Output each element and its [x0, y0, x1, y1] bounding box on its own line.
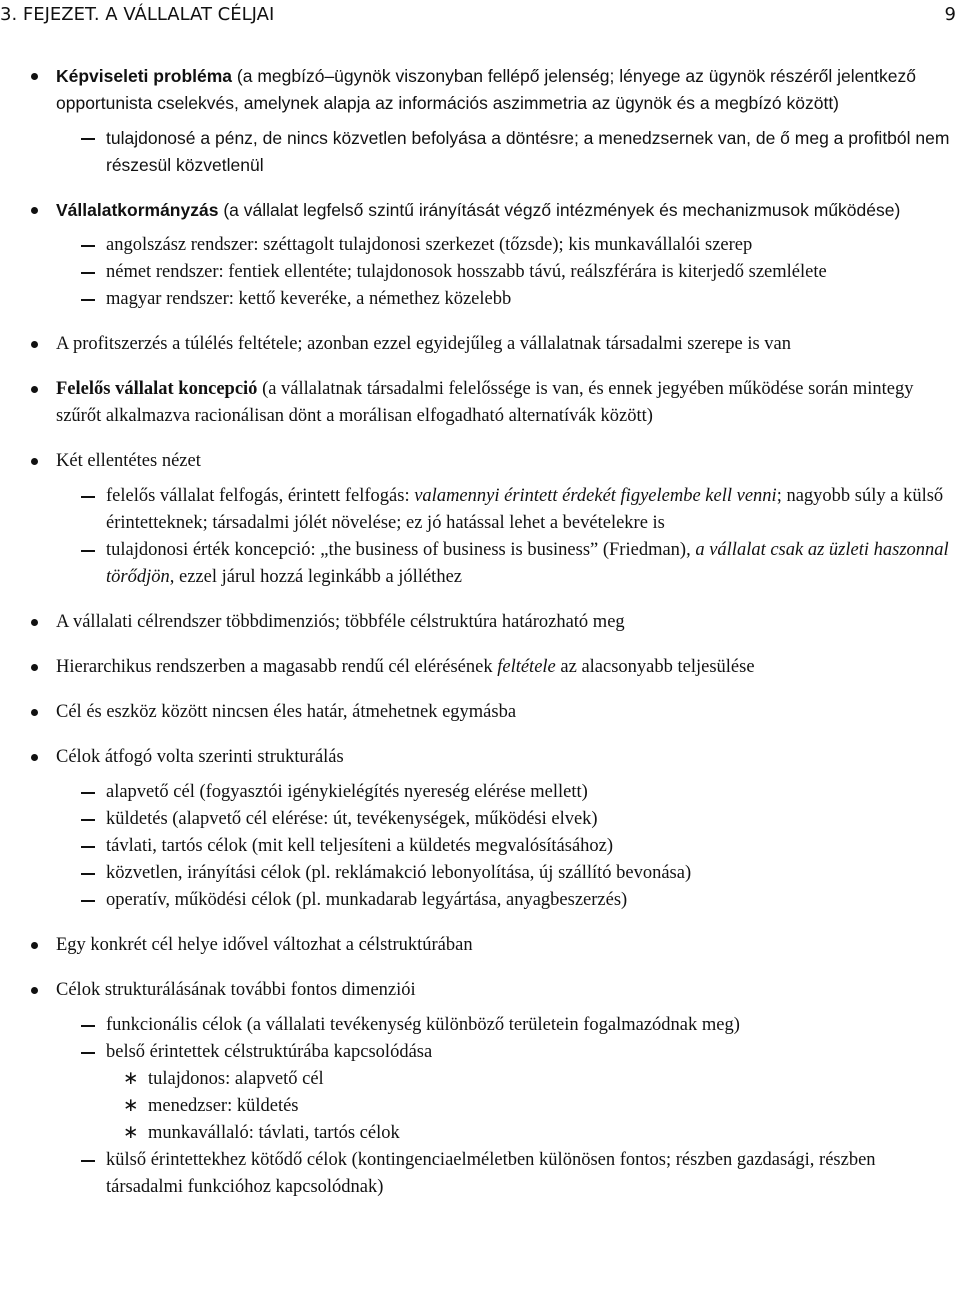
bullet-icon: [31, 987, 38, 994]
sub-item-text: angolszász rendszer: széttagolt tulajdonosi szerkezet (tőzsde); kis munkavállalói szerep: [106, 235, 753, 255]
term: Képviseleti probléma: [56, 66, 233, 86]
term: Felelős vállalat koncepció: [56, 379, 258, 399]
sub-sub-item-text: tulajdonos: alapvető cél: [148, 1069, 324, 1089]
emphasis: valamennyi érintett érdekét figyelembe kell venni: [414, 486, 777, 506]
sub-item: [0, 806, 960, 833]
sub-sub-item-text: menedzser: küldetés: [148, 1096, 299, 1116]
running-header: [0, 4, 956, 26]
sub-sub-item: [0, 1066, 960, 1093]
bullet-icon: [31, 619, 38, 626]
bullet-icon: [31, 341, 38, 348]
bullet-icon: [31, 386, 38, 393]
sub-item: [0, 779, 960, 806]
sub-sub-item: [0, 1093, 960, 1120]
sub-item: [0, 887, 960, 914]
sub-item: [0, 1147, 960, 1201]
item-text: Hierarchikus rendszerben a magasabb rendű cél elérésének: [56, 657, 498, 677]
list-item: [0, 977, 960, 1004]
sub-item-text: tulajdonosé a pénz, de nincs közvetlen befolyása a döntésre; a menedzsernek van, de ő meg a profitból nem részesül közvetlenül: [106, 128, 950, 175]
sub-item-text: operatív, működési célok (pl. munkadarab legyártása, anyagbeszerzés): [106, 890, 628, 910]
sub-item-text: funkcionális célok (a vállalati tevékenység különböző területein fogalmazódnak meg): [106, 1015, 740, 1035]
sub-item-text: küldetés (alapvető cél elérése: út, tevékenységek, működési elvek): [106, 809, 598, 829]
asterisk-icon: ∗: [123, 1123, 139, 1143]
item-text: Célok átfogó volta szerinti strukturálás: [56, 747, 344, 767]
sub-item-text: német rendszer: fentiek ellentéte; tulajdonosok hosszabb távú, reálszférára is kiterjedő szemlélete: [106, 262, 827, 282]
item-text: Cél és eszköz között nincsen éles határ, átmehetnek egymásba: [56, 702, 517, 722]
list-item: [0, 376, 960, 430]
sub-item: [0, 125, 960, 179]
bullet-icon: [31, 458, 38, 465]
item-text: A vállalati célrendszer többdimenziós; többféle célstruktúra határozható meg: [56, 612, 625, 632]
list-item: [0, 699, 960, 726]
definition: (a vállalat legfelső szintű irányítását végző intézmények és mechanizmusok működése): [218, 200, 901, 220]
list-item: [0, 448, 960, 475]
chapter-title: 3. FEJEZET. A VÁLLALAT CÉLJAI: [0, 4, 275, 25]
sub-item-text: , ezzel járul hozzá leginkább a jólléthez: [169, 567, 462, 587]
sub-item-text: felelős vállalat felfogás, érintett felfogás:: [106, 486, 415, 506]
sub-item-text: ; nagyobb súly a külső érintetteknek; társadalmi jólét növelése; ez jó hatással lehet a bevételekre is: [106, 486, 944, 533]
term: Vállalatkormányzás: [56, 200, 219, 220]
sub-item-text: alapvető cél (fogyasztói igénykielégítés nyereség elérése mellett): [106, 782, 588, 802]
bullet-icon: [31, 754, 38, 761]
page-number: 9: [944, 4, 956, 25]
item-text: A profitszerzés a túlélés feltétele; azonban ezzel egyidejűleg a vállalatnak társadalmi szerepe is van: [56, 334, 792, 354]
sub-item: [0, 483, 960, 537]
list-item: [0, 609, 960, 636]
sub-item-text: külső érintettekhez kötődő célok (kontingenciaelméletben különösen fontos; részben gazdasági, részben társadalmi funkcióhoz kapcsolódnak): [106, 1150, 876, 1197]
sub-item: [0, 860, 960, 887]
document-body: [0, 63, 960, 1201]
sub-item: [0, 833, 960, 860]
sub-sub-item-text: munkavállaló: távlati, tartós célok: [148, 1123, 400, 1143]
sub-item: [0, 1012, 960, 1039]
bullet-icon: [31, 709, 38, 716]
list-item: [0, 744, 960, 771]
asterisk-icon: ∗: [123, 1096, 139, 1116]
sub-sub-item: [0, 1120, 960, 1147]
bullet-icon: [31, 73, 38, 80]
list-item: [0, 331, 960, 358]
definition: (a megbízó–ügynök viszonyban fellépő jelenség; lényege az ügynök részéről jelentkező opportunista cselekvés, amelynek alapja az információs aszimmetria az ügynök és a megbízó között): [56, 66, 916, 113]
sub-item-text: tulajdonosi érték koncepció: „the business of business is business” (Friedman),: [106, 540, 696, 560]
sub-item: [0, 286, 960, 313]
sub-item: [0, 259, 960, 286]
item-text: az alacsonyabb teljesülése: [555, 657, 755, 677]
asterisk-icon: ∗: [123, 1069, 139, 1089]
item-text: Két ellentétes nézet: [56, 451, 201, 471]
item-text: Célok strukturálásának további fontos dimenziói: [56, 980, 416, 1000]
bullet-icon: [31, 207, 38, 214]
emphasis: a vállalat csak az üzleti haszonnal törődjön: [106, 540, 949, 587]
definition: (a vállalatnak társadalmi felelőssége is van, és ennek jegyében működése során mintegy szűrőt alkalmazva racionálisan dönt a morálisan elfogadható alternatívák között): [56, 379, 914, 426]
sub-item: [0, 1039, 960, 1066]
sub-item-text: távlati, tartós célok (mit kell teljesíteni a küldetés megvalósításához): [106, 836, 614, 856]
sub-item-text: belső érintettek célstruktúrába kapcsolódása: [106, 1042, 433, 1062]
list-item: [0, 197, 960, 224]
emphasis: feltétele: [497, 657, 556, 677]
sub-item: [0, 537, 960, 591]
sub-item-text: magyar rendszer: kettő keveréke, a némethez közelebb: [106, 289, 512, 309]
list-item: [0, 63, 960, 117]
sub-item-text: közvetlen, irányítási célok (pl. reklámakció lebonyolítása, új szállító bevonása): [106, 863, 692, 883]
list-item: [0, 932, 960, 959]
list-item: [0, 654, 960, 681]
bullet-icon: [31, 942, 38, 949]
sub-item: [0, 232, 960, 259]
bullet-icon: [31, 664, 38, 671]
item-text: Egy konkrét cél helye idővel változhat a célstruktúrában: [56, 935, 473, 955]
